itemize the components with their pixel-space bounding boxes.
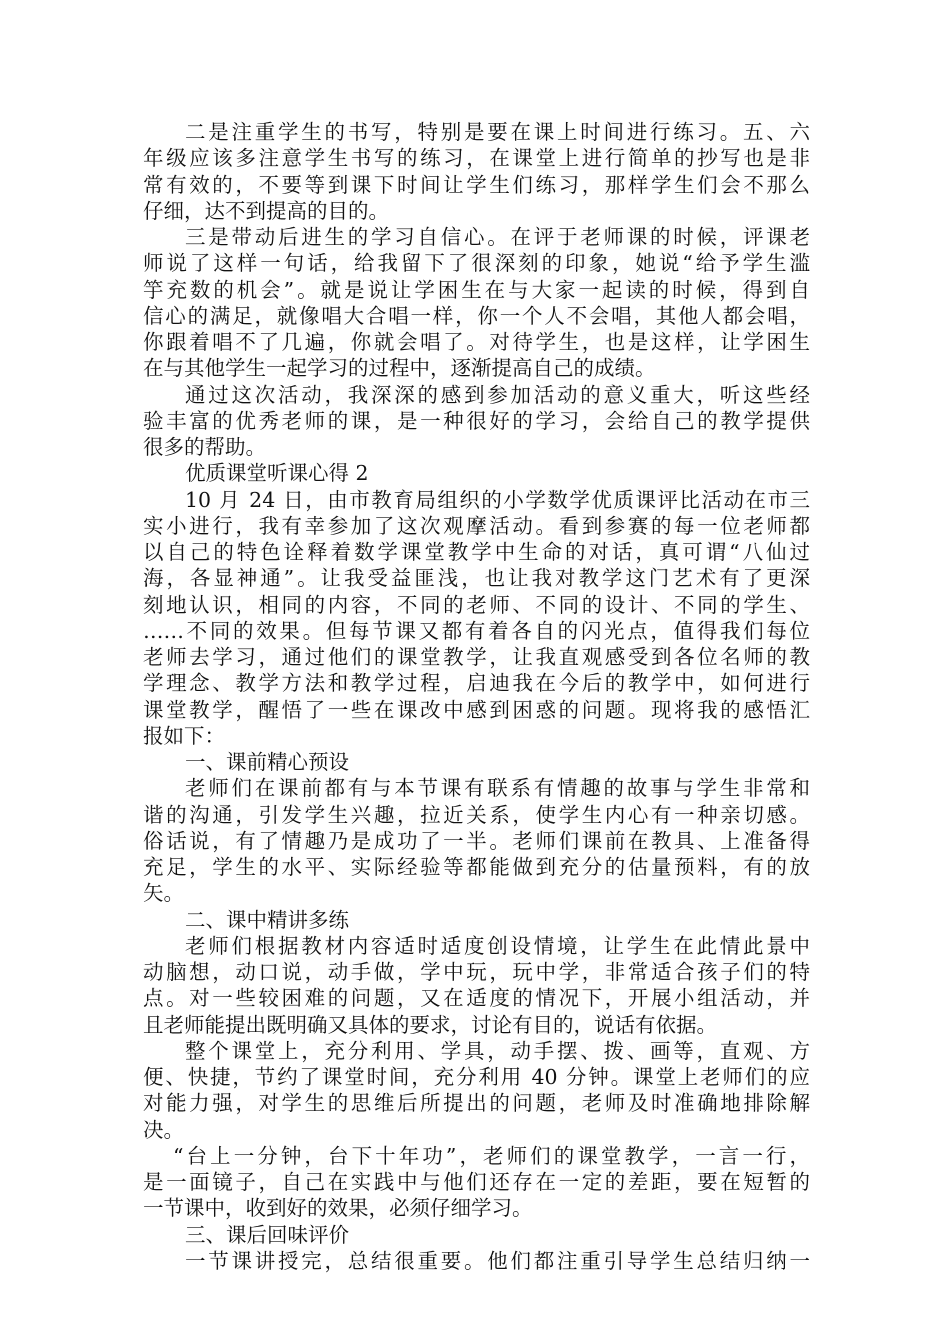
paragraph-line: 动脑想，动口说，动手做，学中玩，玩中学，非常适合孩子们的特: [143, 960, 810, 984]
paragraph-line: 海，各显神通”。让我受益匪浅，也让我对教学这门艺术有了更深: [143, 566, 810, 591]
paragraph-line: 通过这次活动，我深深的感到参加活动的意义重大，听这些经: [185, 382, 810, 407]
paragraph-line: 竽充数的机会”。就是说让学困生在与大家一起读的时候，得到自: [143, 277, 810, 302]
paragraph-line: 在与其他学生一起学习的过程中，逐渐提高自己的成绩。: [143, 356, 656, 381]
paragraph-line: 验丰富的优秀老师的课，是一种很好的学习，会给自己的教学提供: [143, 408, 810, 433]
paragraph-line: 信心的满足，就像唱大合唱一样，你一个人不会唱，其他人都会唱，: [143, 303, 810, 328]
paragraph-line: 二是注重学生的书写，特别是要在课上时间进行练习。五、六: [185, 120, 810, 144]
paragraph-line: ……不同的效果。但每节课又都有着各自的闪光点，值得我们每位: [143, 618, 810, 643]
paragraph-line: 决。: [143, 1117, 184, 1142]
paragraph-line: 三是带动后进生的学习自信心。在评于老师课的时候，评课老: [185, 225, 810, 249]
paragraph-line: 报如下：: [143, 723, 225, 748]
paragraph-line: 常有效的，不要等到课下时间让学生们练习，那样学生们会不那么: [143, 172, 810, 197]
paragraph-line: 一节课中，收到好的效果，必须仔细学习。: [143, 1196, 533, 1221]
paragraph-line: 点。对一些较困难的问题，又在适度的情况下，开展小组活动，并: [143, 986, 810, 1011]
paragraph-line: 整个课堂上，充分利用、学具，动手摆、拨、画等，直观、方: [185, 1038, 810, 1063]
paragraph-line: 且老师能提出既明确又具体的要求，讨论有目的，说话有依据。: [143, 1012, 717, 1037]
paragraph-line: 充足，学生的水平、实际经验等都能做到充分的估量预料，有的放: [143, 855, 810, 879]
paragraph-line: 老师们根据教材内容适时适度创设情境，让学生在此情此景中: [185, 933, 810, 958]
paragraph-line: 仔细，达不到提高的目的。: [143, 198, 389, 223]
section-heading: 一、课前精心预设: [185, 750, 349, 774]
paragraph-line: 矢。: [143, 881, 184, 906]
paragraph-line: 老师去学习，通过他们的课堂教学，让我直观感受到各位名师的教: [143, 645, 810, 669]
paragraph-line: 是一面镜子，自己在实践中与他们还存在一定的差距，要在短暂的: [143, 1170, 810, 1194]
paragraph-line: 对能力强，对学生的思维后所提出的问题，老师及时准确地排除解: [143, 1091, 810, 1116]
section-heading: 三、课后回味评价: [185, 1222, 349, 1247]
paragraph-line: 课堂教学，醒悟了一些在课改中感到困惑的问题。现将我的感悟汇: [143, 697, 810, 722]
paragraph-line: “台上一分钟，台下十年功”，老师们的课堂教学，一言一行，: [173, 1143, 810, 1168]
paragraph-line: 年级应该多注意学生书写的练习，在课堂上进行简单的抄写也是非: [143, 146, 810, 171]
paragraph-line: 一节课讲授完，总结很重要。他们都注重引导学生总结归纳一: [185, 1248, 810, 1273]
paragraph-line: 俗话说，有了情趣乃是成功了一半。老师们课前在教具、上准备得: [143, 828, 810, 853]
paragraph-line: 以自己的特色诠释着数学课堂教学中生命的对话，真可谓“八仙过: [143, 540, 810, 564]
section-heading: 优质课堂听课心得 2: [185, 461, 369, 486]
document-page: [143, 119, 810, 1274]
paragraph-line: 你跟着唱不了几遍，你就会唱了。对待学生，也是这样，让学困生: [143, 330, 810, 354]
paragraph-line: 便、快捷，节约了课堂时间，充分利用 40 分钟。课堂上老师们的应: [143, 1065, 810, 1089]
paragraph-line: 很多的帮助。: [143, 435, 266, 459]
paragraph-line: 老师们在课前都有与本节课有联系有情趣的故事与学生非常和: [185, 776, 810, 801]
paragraph-line: 刻地认识，相同的内容，不同的老师、不同的设计、不同的学生、: [143, 592, 810, 617]
paragraph-line: 10 月 24 日，由市教育局组织的小学数学优质课评比活动在市三: [185, 487, 810, 512]
paragraph-line: 学理念、教学方法和教学过程，启迪我在今后的教学中，如何进行: [143, 671, 810, 696]
paragraph-line: 师说了这样一句话，给我留下了很深刻的印象，她说“给予学生滥: [143, 251, 810, 276]
paragraph-line: 实小进行，我有幸参加了这次观摩活动。看到参赛的每一位老师都: [143, 513, 810, 538]
paragraph-line: 谐的沟通，引发学生兴趣，拉近关系，使学生内心有一种亲切感。: [143, 802, 810, 827]
section-heading: 二、课中精讲多练: [185, 907, 349, 932]
